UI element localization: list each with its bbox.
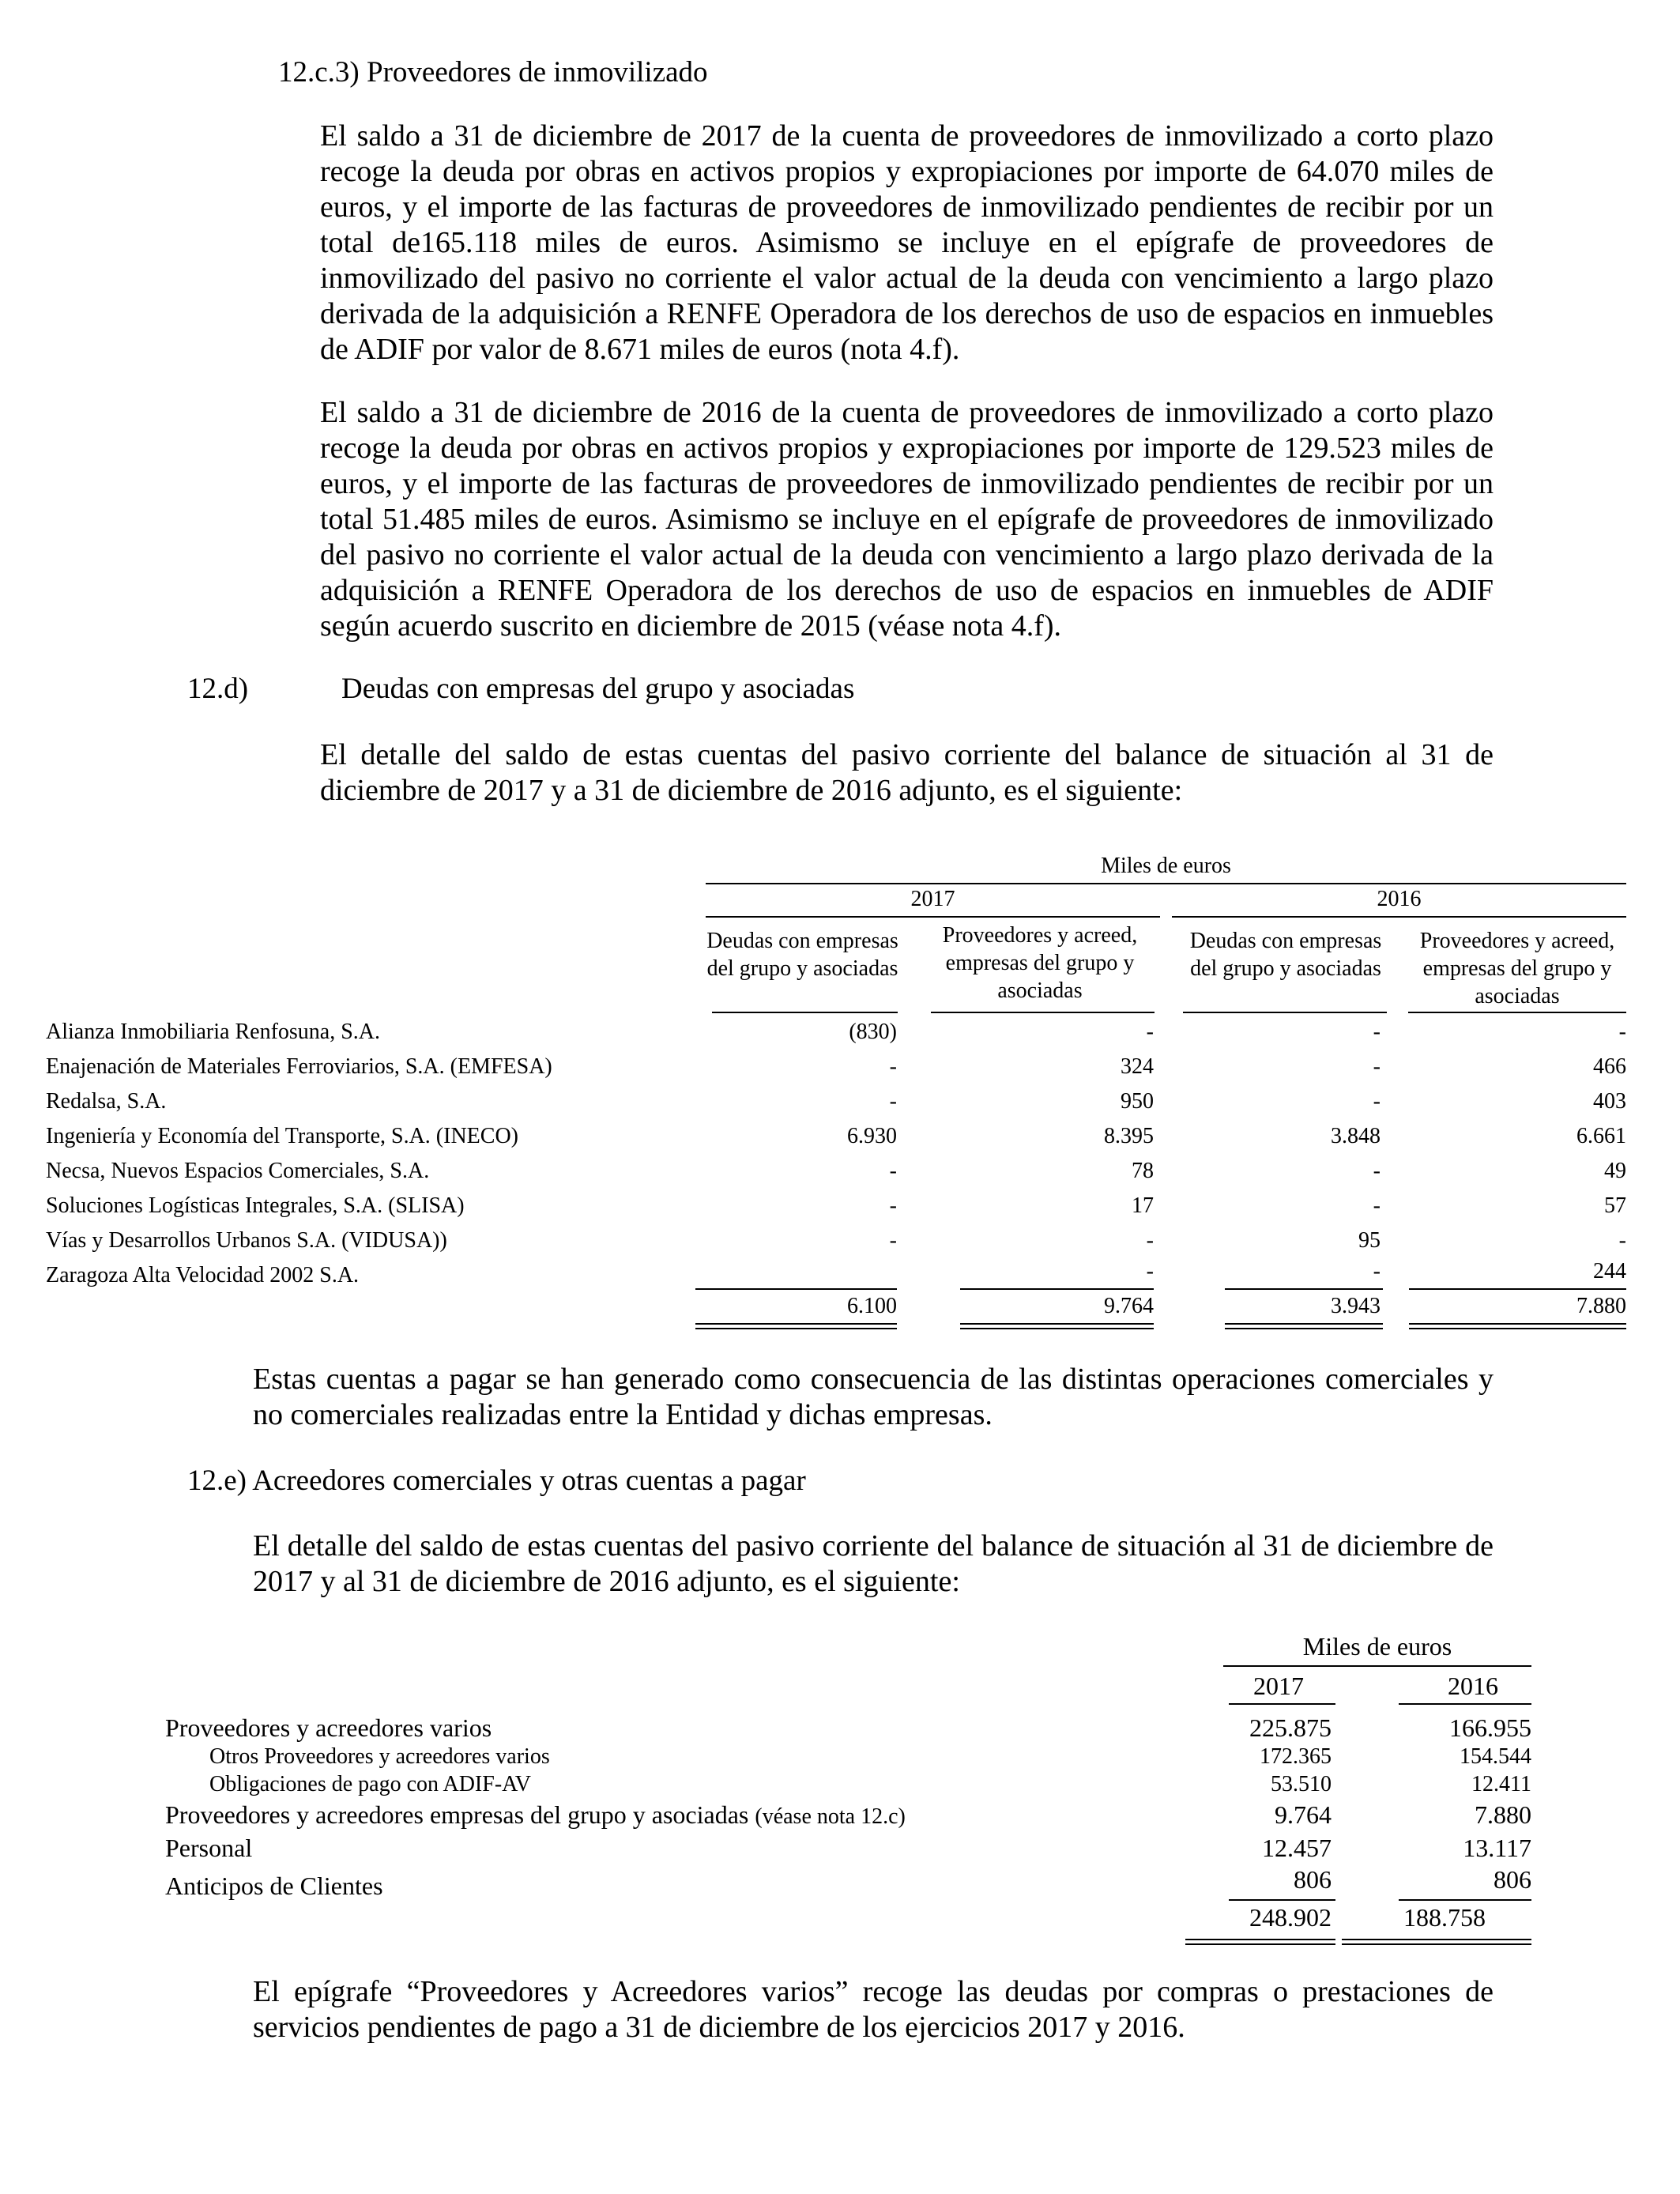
table-rule [1223,1665,1531,1667]
year-header-2016: 2016 [1377,887,1422,911]
row-value: - [889,1089,897,1114]
row-value: 12.411 [1471,1772,1531,1796]
total-double-rule [695,1323,897,1329]
section-c3-paragraph-2017: El saldo a 31 de diciembre de 2017 de la cuenta de proveedores de inmovilizado a corto plazo recoge la deuda por obras en activos propios y expropiaciones por importe de 64.070 miles de euros, y el importe de las facturas de proveedores de inmovilizado pendientes de recibir por un total de165.118 miles de euros. Asimismo se incluye en el epígrafe de proveedores de inmovilizado del pasivo no corriente el valor actual de la deuda con vencimiento a largo plazo derivada de la adquisición a RENFE Operadora de los derechos de uso de espacios en inmuebles de ADIF por valor de 8.671 miles de euros (nota 4.f). [320,119,1494,366]
section-e-intro: El detalle del saldo de estas cuentas del pasivo corriente del balance de situación al 31 de diciembre de 2017 y al 31 de diciembre de 2016 adjunto, es el siguiente: [253,1529,1494,1598]
row-label: Alianza Inmobiliaria Renfosuna, S.A. [46,1020,381,1044]
year-rule-2017 [706,916,1160,918]
row-value: - [1146,1020,1154,1044]
row-value: 3.848 [1331,1124,1381,1148]
year-header-2016: 2016 [1448,1672,1498,1700]
col-header-suppliers-2016: Proveedores y acreed, empresas del grupo y asociadas [1419,929,1615,1008]
subtotal-rule [960,1288,1154,1290]
col-header-debts-2017: Deudas con empresas del grupo y asociadas [706,929,898,981]
col-rule [1408,1012,1626,1013]
col-header-debts-2016: Deudas con empresas del grupo y asociadas [1189,929,1382,981]
year-rule-2016 [1172,916,1626,918]
total-value: 248.902 [1249,1903,1332,1932]
row-label: Anticipos de Clientes [165,1872,383,1900]
total-value: 188.758 [1403,1903,1486,1932]
row-value: 172.365 [1260,1744,1332,1769]
row-value: - [1146,1259,1154,1284]
row-value: 7.880 [1475,1800,1531,1829]
section-d-title: Deudas con empresas del grupo y asociadas [341,673,855,705]
total-double-rule [1409,1323,1626,1329]
row-value: 403 [1593,1089,1626,1114]
year-header-2017: 2017 [910,887,955,911]
row-value: 57 [1604,1193,1626,1218]
section-d-number: 12.d) [187,673,249,705]
total-value: 7.880 [1576,1294,1626,1318]
row-value: 9.764 [1275,1800,1332,1829]
row-label: Vías y Desarrollos Urbanos S.A. (VIDUSA)) [46,1228,447,1253]
table-rule [706,883,1626,884]
row-value: 244 [1593,1259,1626,1284]
row-value: - [889,1193,897,1218]
year-rule [1229,1703,1335,1705]
col-rule [1183,1012,1387,1013]
col-rule [712,1012,898,1013]
row-label: Personal [165,1834,253,1862]
total-value: 9.764 [1104,1294,1154,1318]
row-label: Otros Proveedores y acreedores varios [209,1744,550,1769]
row-value: 6.930 [847,1124,897,1148]
row-label-group [165,1800,906,1830]
col-rule [931,1012,1155,1013]
total-double-rule [1225,1323,1383,1329]
total-double-rule [1185,1939,1335,1945]
subtotal-rule [1225,1288,1383,1290]
row-value: 6.661 [1576,1124,1626,1148]
row-value: 166.955 [1449,1713,1531,1742]
row-value: - [889,1054,897,1079]
section-e-heading: 12.e) Acreedores comerciales y otras cuentas a pagar [187,1465,806,1497]
row-value: - [889,1228,897,1253]
table-unit: Miles de euros [1101,854,1231,878]
year-rule [1399,1703,1531,1705]
row-value: - [1373,1193,1381,1218]
row-value: 13.117 [1463,1834,1531,1862]
subtotal-rule [1399,1899,1531,1901]
row-value: 53.510 [1271,1772,1332,1796]
total-double-rule [1342,1939,1531,1945]
row-value: 950 [1121,1089,1154,1114]
subtotal-rule [1409,1288,1626,1290]
row-value: - [1373,1054,1381,1079]
row-label: Necsa, Nuevos Espacios Comerciales, S.A. [46,1159,430,1183]
total-value: 3.943 [1331,1294,1381,1318]
col-header-suppliers-2017: Proveedores y acreed, empresas del grupo y asociadas [942,923,1138,1003]
row-note: (véase nota 12.c) [755,1804,906,1829]
row-value: 154.544 [1460,1744,1531,1769]
row-label: Soluciones Logísticas Integrales, S.A. (SLISA) [46,1193,465,1218]
row-label: Zaragoza Alta Velocidad 2002 S.A. [46,1263,360,1287]
section-c3-paragraph-2016: El saldo a 31 de diciembre de 2016 de la cuenta de proveedores de inmovilizado a corto plazo recoge la deuda por obras en activos propios y expropiaciones por importe de 129.523 miles de euros, y el importe de las facturas de proveedores de inmovilizado pendientes de recibir por un total 51.485 miles de euros. Asimismo se incluye en el epígrafe de proveedores de inmovilizado del pasivo no corriente el valor actual de la deuda con vencimiento a largo plazo derivada de la adquisición a RENFE Operadora de los derechos de uso de espacios en inmuebles de ADIF según acuerdo suscrito en diciembre de 2015 (véase nota 4.f). [320,396,1494,643]
section-e-closing: El epígrafe “Proveedores y Acreedores varios” recoge las deudas por compras o prestaciones de servicios pendientes de pago a 31 de diciembre de los ejercicios 2017 y 2016. [253,1975,1494,2044]
row-value: 324 [1121,1054,1154,1079]
row-value: - [889,1159,897,1183]
row-value: 225.875 [1249,1713,1332,1742]
subtotal-rule [1229,1899,1335,1901]
row-value: - [1373,1159,1381,1183]
row-value: 49 [1604,1159,1626,1183]
row-value: 78 [1132,1159,1154,1183]
row-value: - [1618,1020,1626,1044]
row-value: 17 [1132,1193,1154,1218]
row-value: - [1373,1020,1381,1044]
row-value: 12.457 [1262,1834,1332,1862]
row-value: - [1373,1089,1381,1114]
row-value: 806 [1294,1865,1332,1894]
row-value: - [1373,1259,1381,1284]
row-label: Proveedores y acreedores varios [165,1713,492,1742]
total-value: 6.100 [847,1294,897,1318]
year-header-2017: 2017 [1253,1672,1304,1700]
subtotal-rule [695,1288,897,1290]
section-c3-heading: 12.c.3) Proveedores de inmovilizado [278,56,708,89]
row-value: (830) [849,1020,897,1044]
row-value: 806 [1494,1865,1531,1894]
row-value: 466 [1593,1054,1626,1079]
section-d-closing: Estas cuentas a pagar se han generado como consecuencia de las distintas operaciones comerciales y no comerciales realizadas entre la Entidad y dichas empresas. [253,1363,1494,1431]
row-label: Enajenación de Materiales Ferroviarios, S.A. (EMFESA) [46,1054,552,1079]
total-double-rule [960,1323,1154,1329]
row-value: 95 [1358,1228,1381,1253]
row-label: Ingeniería y Economía del Transporte, S.A. (INECO) [46,1124,518,1148]
row-label: Proveedores y acreedores empresas del grupo y asociadas [165,1800,749,1829]
row-value: - [1146,1228,1154,1253]
row-value: - [1618,1228,1626,1253]
section-d-intro: El detalle del saldo de estas cuentas del pasivo corriente del balance de situación al 31 de diciembre de 2017 y a 31 de diciembre de 2016 adjunto, es el siguiente: [320,738,1494,807]
row-label: Redalsa, S.A. [46,1089,167,1114]
table-unit: Miles de euros [1302,1632,1452,1661]
row-label: Obligaciones de pago con ADIF-AV [209,1772,531,1796]
row-value: 8.395 [1104,1124,1154,1148]
